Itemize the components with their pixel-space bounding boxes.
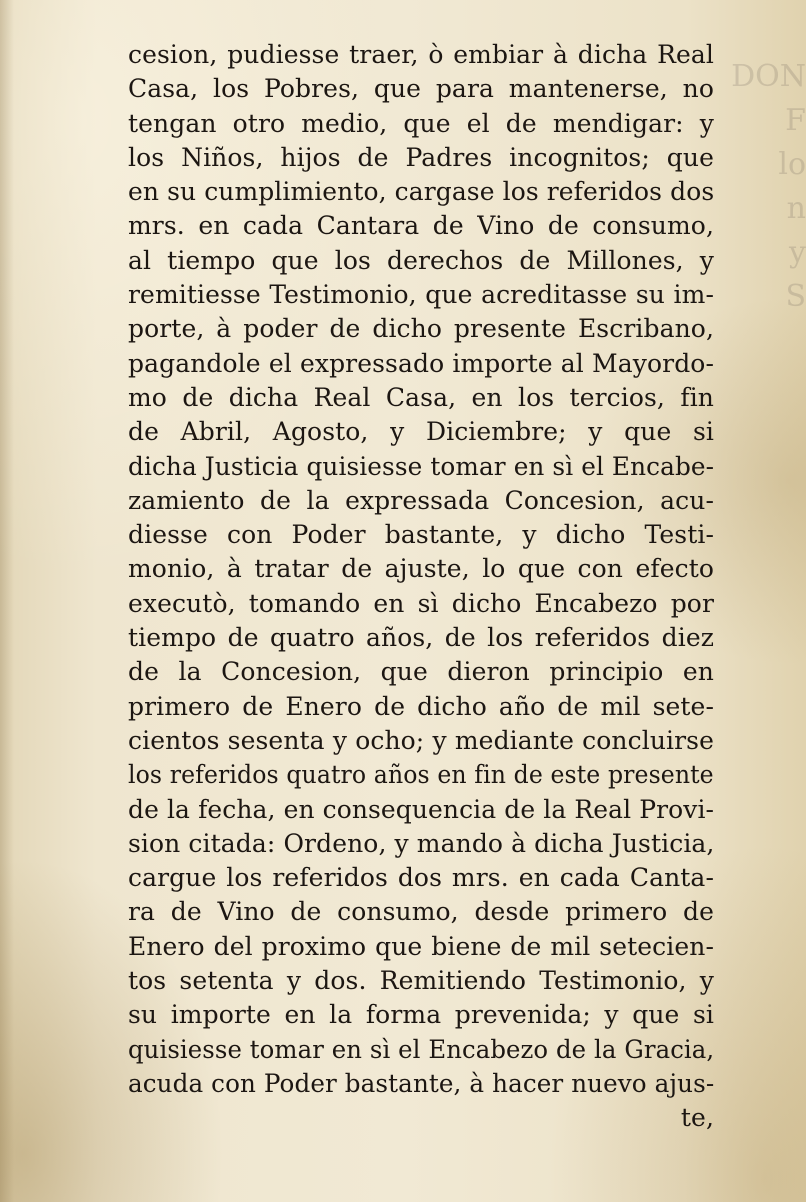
text-line: Casa, los Pobres, que para mantenerse, no [128, 74, 714, 104]
text-line: de Abril, Agosto, y Diciembre; y que si [128, 417, 714, 447]
text-line: diesse con Poder bastante, y dicho Testi- [128, 520, 714, 550]
text-line: primero de Enero de dicho año de mil sete- [128, 691, 714, 721]
text-line: tiempo de quatro años, de los referidos diez [128, 623, 714, 653]
text-line: de la Concesion, que dieron principio en [128, 657, 714, 687]
text-line: pagandole el expressado importe al Mayordo- [128, 348, 714, 378]
text-line: cargue los referidos dos mrs. en cada Canta- [128, 863, 714, 893]
page-edge-shadow [0, 0, 14, 1202]
text-line: quisiesse tomar en sì el Encabezo de la Gracia, [128, 1034, 715, 1064]
text-line: tos setenta y dos. Remitiendo Testimonio, y [128, 966, 714, 996]
text-line: Enero del proximo que biene de mil setecien- [128, 931, 714, 961]
text-line: zamiento de la expressada Concesion, acu- [128, 485, 714, 515]
text-line: cesion, pudiesse traer, ò embiar à dicha Real [128, 40, 714, 69]
text-line: mrs. en cada Cantara de Vino de consumo, [128, 211, 714, 241]
text-line: de la fecha, en consequencia de la Real Provi- [128, 794, 715, 824]
text-line: porte, à poder de dicho presente Escribano, [128, 314, 714, 344]
text-line: tengan otro medio, que el de mendigar: y [128, 108, 714, 138]
text-line: executò, tomando en sì dicho Encabezo por [128, 588, 714, 618]
text-line: dicha Justicia quisiesse tomar en sì el Encabe- [128, 451, 715, 481]
text-line: mo de dicha Real Casa, en los tercios, fin [128, 382, 714, 412]
body-text [128, 38, 714, 1136]
text-line: su importe en la forma prevenida; y que si [128, 1000, 714, 1030]
text-line: cientos sesenta y ocho; y mediante concluirse [128, 725, 714, 755]
text-line: los Niños, hijos de Padres incognitos; que [128, 142, 714, 172]
text-line: los referidos quatro años en fin de este presente [128, 760, 714, 790]
text-line: ra de Vino de consumo, desde primero de [128, 897, 714, 927]
text-line: remitiesse Testimonio, que acreditasse su im- [128, 280, 714, 310]
text-line: monio, à tratar de ajuste, lo que con efecto [128, 554, 714, 584]
text-line: acuda con Poder bastante, à hacer nuevo ajus- [128, 1068, 715, 1098]
catchword-line: te, [680, 1103, 714, 1133]
bleed-through-text: DON F lo n y S [731, 59, 806, 314]
text-line: en su cumplimiento, cargase los referidos dos [128, 177, 715, 207]
text-line: sion citada: Ordeno, y mando à dicha Justicia, [128, 828, 715, 858]
text-line: al tiempo que los derechos de Millones, y [128, 245, 714, 275]
